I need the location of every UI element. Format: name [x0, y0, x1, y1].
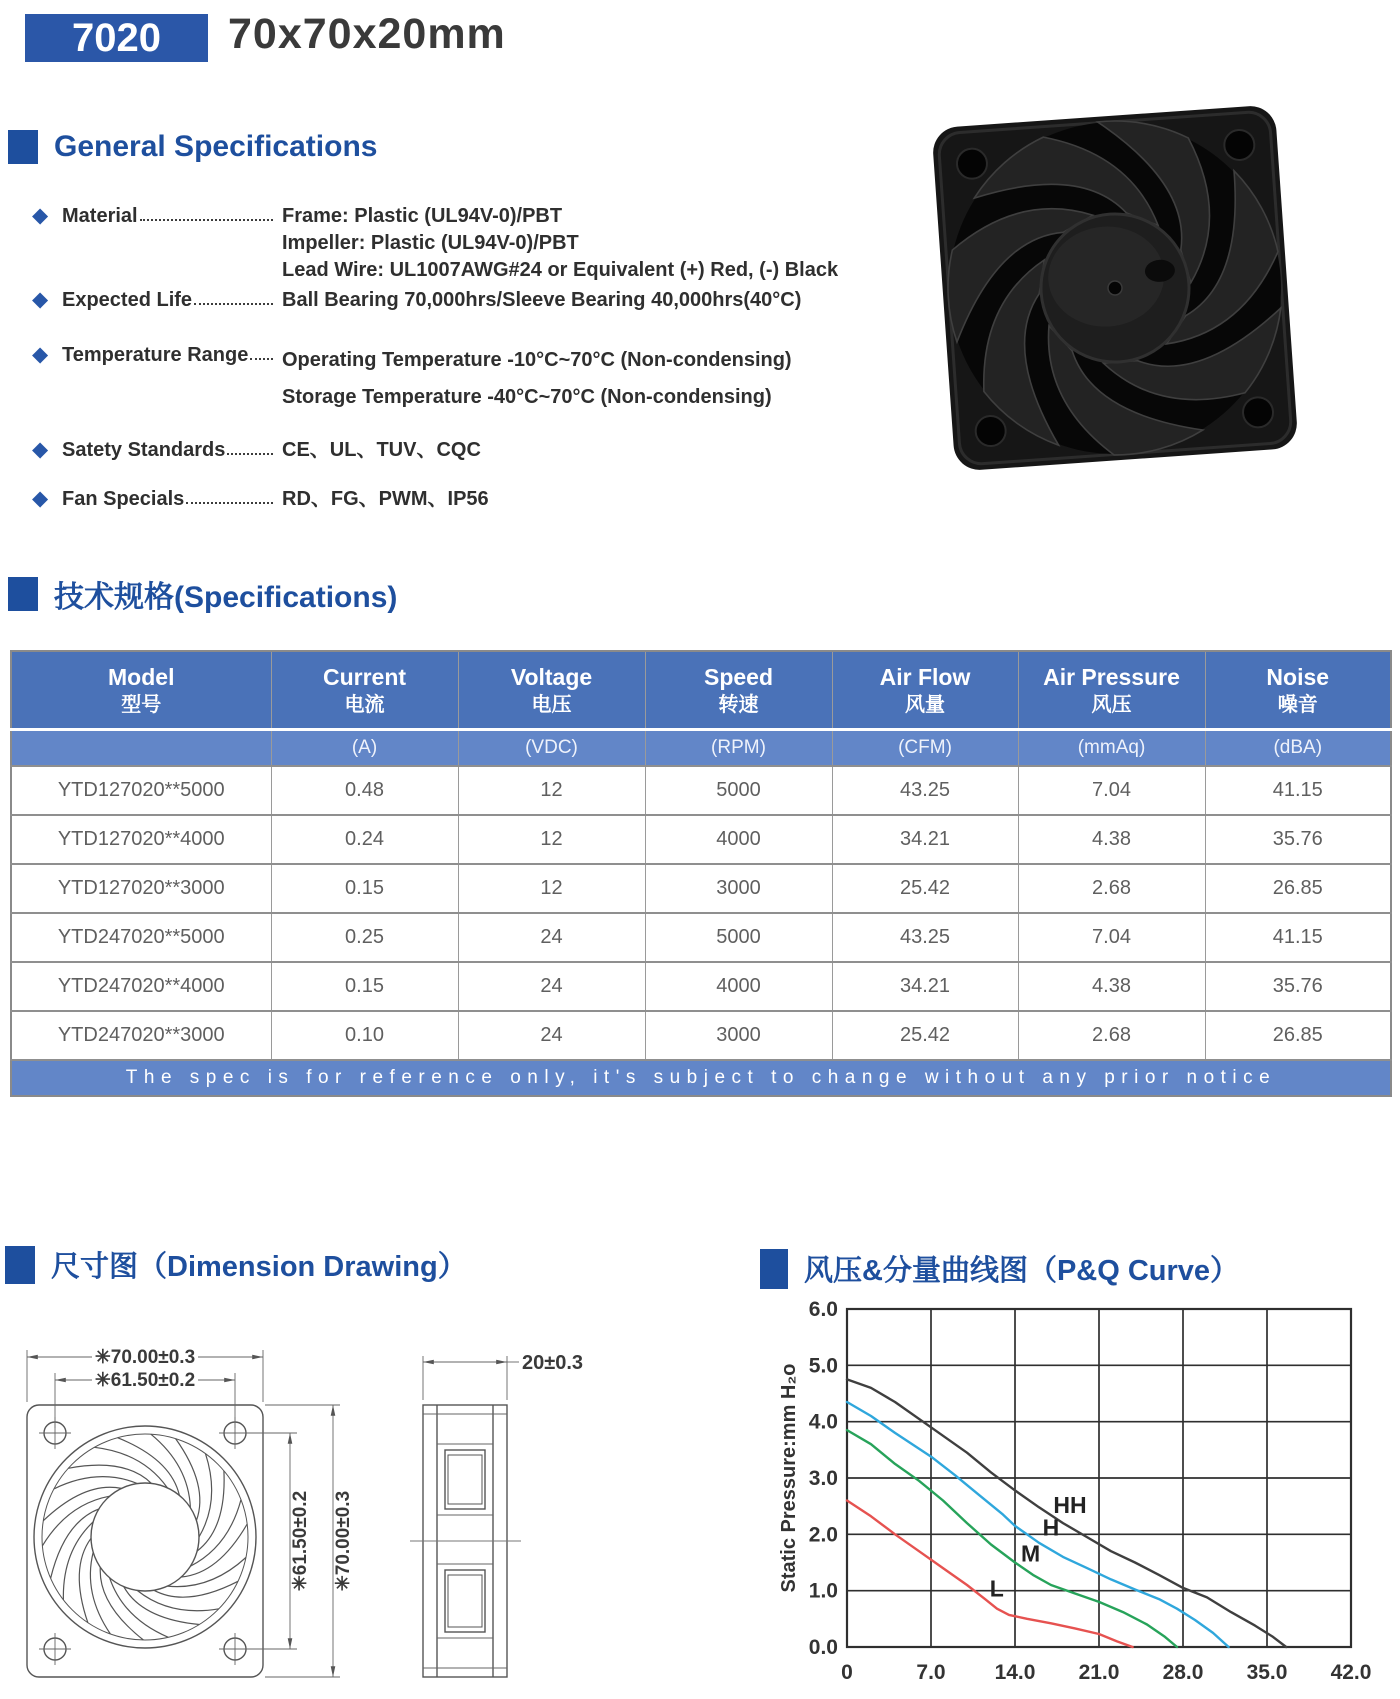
x-tick-label: 28.0 — [1162, 1661, 1204, 1684]
spec-table-footnote-row — [11, 1060, 1391, 1096]
unit-cell: (RPM) — [645, 730, 832, 767]
diamond-bullet-icon: ◆ — [32, 343, 49, 366]
dotted-leader — [250, 342, 273, 360]
column-header-zh: 噪音 — [1277, 694, 1318, 716]
table-cell: 43.25 — [832, 766, 1018, 815]
column-header-zh: 型号 — [121, 694, 162, 716]
table-cell: YTD127020**4000 — [11, 815, 271, 864]
spec-value-line: Storage Temperature -40°C~70°C (Non-condensing) — [282, 386, 772, 408]
table-cell: 4.38 — [1018, 962, 1205, 1011]
dimension-title-text: 尺寸图（Dimension Drawing） — [51, 1251, 467, 1283]
series-label-hh: HH — [1053, 1491, 1087, 1518]
dimension-drawing — [5, 1332, 617, 1696]
spec-label: Expected Life — [62, 289, 193, 311]
dim-arrowhead — [331, 1405, 336, 1416]
spec-label: Satety Standards — [62, 439, 226, 461]
spec-row — [32, 203, 838, 284]
table-cell: 25.42 — [832, 1011, 1018, 1060]
side-window — [445, 1570, 485, 1632]
spec-values — [276, 287, 801, 314]
fan-photo-group — [931, 104, 1298, 471]
spec-label: Fan Specials — [62, 488, 185, 510]
column-header-air-flow — [832, 651, 1018, 730]
front-blade-line — [54, 1465, 151, 1489]
table-cell: 12 — [458, 766, 645, 815]
unit-cell: (dBA) — [1205, 730, 1391, 767]
spec-table-footnote: The spec is for reference only, it's subject to change without any prior notice — [11, 1060, 1391, 1096]
spec-label-wrap — [62, 437, 276, 463]
table-cell: YTD247020**5000 — [11, 913, 271, 962]
front-blade-line — [42, 1487, 121, 1546]
table-cell: 3000 — [645, 864, 832, 913]
dim-label-front-hole-pitch-v: ✳61.50±0.2 — [290, 1490, 311, 1592]
pq-curve-chart — [775, 1295, 1375, 1693]
column-header-noise — [1205, 651, 1391, 730]
column-header-en: Voltage — [510, 664, 593, 690]
spec-values — [276, 203, 838, 284]
unit-cell: (A) — [271, 730, 458, 767]
table-cell: 2.68 — [1018, 1011, 1205, 1060]
column-header-air-pressure — [1018, 651, 1205, 730]
spec-row — [32, 437, 481, 464]
x-tick-label: 21.0 — [1078, 1661, 1120, 1684]
table-cell: 4000 — [645, 962, 832, 1011]
diamond-bullet-icon: ◆ — [32, 438, 49, 461]
table-cell: 12 — [458, 815, 645, 864]
spec-value-line: CE、UL、TUV、CQC — [282, 439, 481, 461]
mounting-hole — [1223, 129, 1255, 161]
spec-label: Material — [62, 205, 138, 227]
table-cell: 41.15 — [1205, 913, 1391, 962]
spec-table — [10, 650, 1392, 1097]
front-view-frame — [27, 1405, 263, 1677]
y-axis-title: Static Pressure:mm H₂o — [778, 1363, 800, 1593]
table-cell: 7.04 — [1018, 766, 1205, 815]
dotted-leader — [140, 203, 273, 221]
dim-label-depth: 20±0.3 — [522, 1352, 584, 1374]
mounting-hole — [975, 415, 1007, 447]
section-square-icon — [8, 577, 38, 611]
y-tick-label: 6.0 — [808, 1298, 838, 1321]
unit-cell — [11, 730, 271, 767]
table-cell: 12 — [458, 864, 645, 913]
column-header-zh: 电流 — [344, 694, 385, 716]
y-tick-label: 0.0 — [808, 1636, 838, 1659]
table-cell: 0.25 — [271, 913, 458, 962]
spec-label: Temperature Range — [62, 344, 249, 366]
column-header-voltage — [458, 651, 645, 730]
table-cell: 24 — [458, 962, 645, 1011]
table-cell: 4.38 — [1018, 815, 1205, 864]
table-cell: 5000 — [645, 766, 832, 815]
curve-h — [847, 1402, 1229, 1647]
spec-value-line: Operating Temperature -10°C~70°C (Non-condensing) — [282, 349, 792, 371]
column-header-en: Speed — [703, 664, 774, 690]
table-cell: 0.15 — [271, 962, 458, 1011]
column-header-en: Air Flow — [879, 664, 971, 690]
curve-l — [847, 1501, 1133, 1648]
spec-value-line: Impeller: Plastic (UL94V-0)/PBT — [282, 232, 579, 254]
column-header-en: Noise — [1266, 664, 1330, 690]
table-cell: YTD127020**3000 — [11, 864, 271, 913]
unit-cell: (CFM) — [832, 730, 1018, 767]
y-tick-label: 1.0 — [808, 1579, 838, 1603]
x-tick-label: 0 — [841, 1661, 853, 1684]
table-row — [11, 913, 1391, 962]
diamond-bullet-icon: ◆ — [32, 204, 49, 227]
front-blade-line — [197, 1454, 224, 1551]
x-tick-label: 7.0 — [916, 1661, 946, 1684]
series-label-m: M — [1021, 1540, 1041, 1567]
side-window-inner — [448, 1455, 482, 1504]
table-cell: YTD247020**3000 — [11, 1011, 271, 1060]
dim-arrowhead — [27, 1355, 38, 1360]
table-cell: 35.76 — [1205, 815, 1391, 864]
spec-value-line: RD、FG、PWM、IP56 — [282, 488, 489, 510]
dim-arrowhead — [55, 1378, 66, 1383]
fan-product-photo — [885, 88, 1345, 508]
x-tick-label: 35.0 — [1246, 1661, 1288, 1684]
column-header-en: Model — [108, 664, 175, 690]
spec-label-wrap — [62, 342, 276, 368]
table-cell: 4000 — [645, 815, 832, 864]
units-row — [11, 730, 1391, 767]
y-tick-label: 4.0 — [808, 1410, 838, 1434]
table-cell: 5000 — [645, 913, 832, 962]
dotted-leader — [186, 486, 273, 504]
model-code: 7020 — [72, 15, 161, 60]
spec-row — [32, 342, 792, 416]
spec-table-body — [11, 730, 1391, 1061]
model-code-badge — [25, 14, 208, 62]
side-window-inner — [448, 1575, 482, 1627]
series-label-l: L — [989, 1575, 1004, 1602]
spec-label-wrap — [62, 203, 276, 229]
table-row — [11, 766, 1391, 815]
table-cell: 34.21 — [832, 815, 1018, 864]
column-header-zh: 风量 — [905, 694, 945, 716]
table-cell: 43.25 — [832, 913, 1018, 962]
column-header-en: Current — [322, 664, 407, 690]
table-cell: 0.15 — [271, 864, 458, 913]
y-tick-label: 5.0 — [808, 1354, 838, 1378]
table-cell: 0.48 — [271, 766, 458, 815]
table-cell: 3000 — [645, 1011, 832, 1060]
mounting-hole — [1242, 396, 1274, 428]
dim-label-front-hole-pitch: ✳61.50±0.2 — [94, 1370, 196, 1391]
spec-value-line: Ball Bearing 70,000hrs/Sleeve Bearing 40,000hrs(40°C) — [282, 289, 802, 311]
table-row — [11, 815, 1391, 864]
dim-label-front-height: ✳70.00±0.3 — [333, 1490, 354, 1592]
column-header-en: Air Pressure — [1043, 664, 1180, 690]
dim-arrowhead — [331, 1666, 336, 1677]
table-cell: 41.15 — [1205, 766, 1391, 815]
dim-arrowhead — [288, 1638, 293, 1649]
table-cell: 26.85 — [1205, 864, 1391, 913]
unit-cell: (VDC) — [458, 730, 645, 767]
spec-label-wrap — [62, 486, 276, 512]
table-cell: 26.85 — [1205, 1011, 1391, 1060]
table-cell: 0.24 — [271, 815, 458, 864]
spec-values — [276, 342, 792, 416]
dim-arrowhead — [496, 1360, 507, 1365]
spec-values — [276, 437, 481, 464]
spec-table-header-row — [11, 651, 1391, 730]
spec-row — [32, 287, 801, 314]
size-label: 70x70x20mm — [228, 10, 506, 58]
table-cell: 2.68 — [1018, 864, 1205, 913]
table-row — [11, 1011, 1391, 1060]
column-header-speed — [645, 651, 832, 730]
general-specs-title-text: General Specifications — [54, 130, 378, 163]
column-header-current — [271, 651, 458, 730]
column-header-zh: 电压 — [531, 694, 572, 716]
x-tick-label: 14.0 — [994, 1661, 1036, 1684]
table-cell: 7.04 — [1018, 913, 1205, 962]
x-tick-label: 42.0 — [1330, 1661, 1372, 1684]
spec-row — [32, 486, 489, 513]
dim-arrowhead — [252, 1355, 263, 1360]
column-header-zh: 转速 — [718, 694, 759, 716]
spec-label-wrap — [62, 287, 276, 313]
pq-title-text: 风压&分量曲线图（P&Q Curve） — [804, 1255, 1240, 1287]
unit-cell: (mmAq) — [1018, 730, 1205, 767]
column-header-zh: 风压 — [1091, 694, 1132, 716]
dimension-section-title — [5, 1244, 467, 1285]
column-header-model — [11, 651, 271, 730]
spec-values — [276, 486, 489, 513]
section-square-icon — [8, 130, 38, 164]
fan-hub-center — [1108, 281, 1123, 296]
table-cell: 24 — [458, 913, 645, 962]
table-cell: 25.42 — [832, 864, 1018, 913]
dim-arrowhead — [224, 1378, 235, 1383]
side-window — [445, 1450, 485, 1509]
dotted-leader — [227, 437, 273, 455]
spec-table-head — [11, 651, 1391, 730]
spec-table-section-title — [8, 572, 397, 616]
diamond-bullet-icon: ◆ — [32, 487, 49, 510]
y-tick-label: 2.0 — [808, 1523, 838, 1547]
table-cell: YTD127020**5000 — [11, 766, 271, 815]
dotted-leader — [194, 287, 273, 305]
dim-arrowhead — [288, 1433, 293, 1444]
table-cell: 24 — [458, 1011, 645, 1060]
table-cell: 34.21 — [832, 962, 1018, 1011]
diamond-bullet-icon: ◆ — [32, 288, 49, 311]
dim-label-front-width: ✳70.00±0.3 — [94, 1347, 196, 1368]
spec-value-line: Lead Wire: UL1007AWG#24 or Equivalent (+) Red, (-) Black — [282, 259, 839, 281]
spec-value-line: Frame: Plastic (UL94V-0)/PBT — [282, 205, 563, 227]
table-row — [11, 962, 1391, 1011]
general-specs-section-title — [8, 130, 377, 164]
dim-arrowhead — [423, 1360, 434, 1365]
pq-section-title — [760, 1248, 1239, 1289]
table-row — [11, 864, 1391, 913]
section-square-icon — [760, 1249, 788, 1289]
spec-table-title-text: 技术规格(Specifications) — [54, 581, 398, 614]
mounting-hole — [956, 148, 988, 180]
table-cell: YTD247020**4000 — [11, 962, 271, 1011]
table-cell: 35.76 — [1205, 962, 1391, 1011]
front-hub — [91, 1483, 199, 1591]
section-square-icon — [5, 1246, 35, 1284]
series-label-h: H — [1042, 1514, 1060, 1541]
y-tick-label: 3.0 — [808, 1467, 838, 1490]
table-cell: 0.10 — [271, 1011, 458, 1060]
